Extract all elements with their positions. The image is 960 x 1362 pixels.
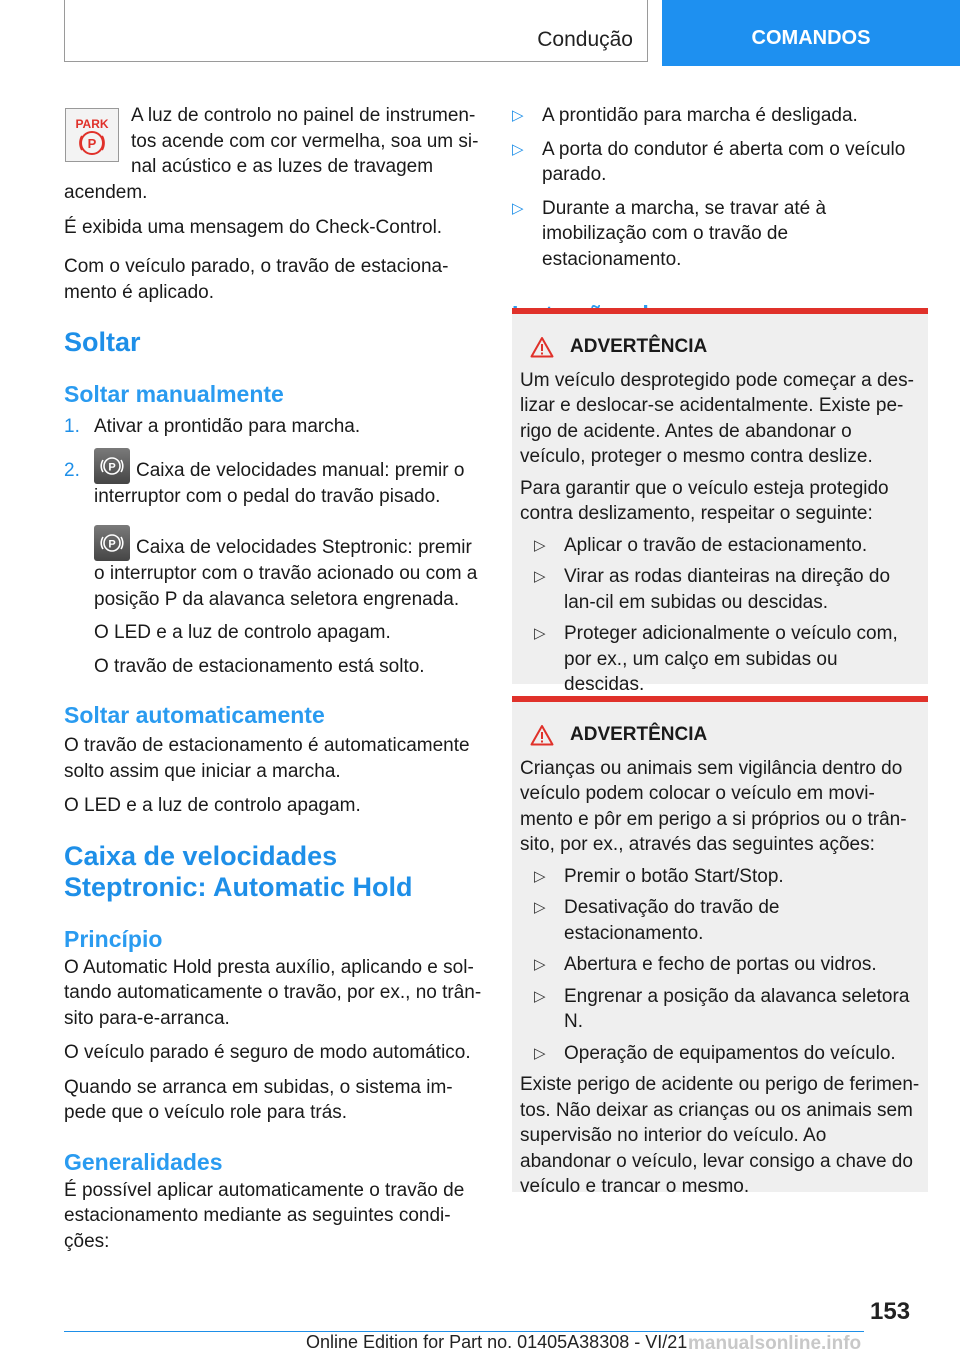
warning-1-item-text: Aplicar o travão de estacionamento. <box>564 534 868 556</box>
step-1 <box>64 414 482 440</box>
heading-steptronic-automatic-hold: Caixa de velocidades Steptronic: Automatic Hold <box>64 840 413 902</box>
svg-text:P: P <box>108 461 116 473</box>
watermark: manualsonline.info <box>688 1333 862 1354</box>
heading-principio: Princípio <box>64 925 163 952</box>
bullet-triangle-icon: ▷ <box>534 625 546 642</box>
bullet-triangle-icon: ▷ <box>534 568 546 585</box>
warning-2-item-text: Engrenar a posição da alavanca seletora N. <box>564 985 910 1032</box>
heading-soltar-manualmente: Soltar manualmente <box>64 381 284 407</box>
header-section-title: Condução <box>537 28 633 51</box>
step-2-brake-released: O travão de estacionamento está solto. <box>94 655 425 677</box>
svg-text:PARK: PARK <box>75 117 109 131</box>
warning-1-paragraph-1: Um veículo desprotegido pode começar a des-lizar e deslocar-se acidentalmente. Existe pe-rigo de acidente. Antes de abandonar o veículo, proteger o mesmo contra deslize. <box>520 369 914 467</box>
warning-2-item <box>534 1041 920 1067</box>
generalidades-paragraph: É possível aplicar automaticamente o travão de estacionamento mediante as seguintes condi-ções: <box>64 1179 465 1252</box>
svg-text:P: P <box>87 136 97 151</box>
intro-line-2: tos acende com cor vermelha, soa um si- <box>131 130 479 152</box>
heading-soltar-automaticamente: Soltar automaticamente <box>64 702 325 728</box>
bullet-triangle-icon: ▷ <box>534 987 546 1005</box>
step-2-text: Caixa de velocidades manual: premir o interruptor com o pedal do travão pisado. <box>94 459 465 507</box>
warning-title-text: ADVERTÊNCIA <box>570 724 708 745</box>
condition-item <box>512 196 928 273</box>
bullet-triangle-icon: ▷ <box>534 899 546 916</box>
warning-2-item-text: Desativação do travão de estacionamento. <box>564 897 780 944</box>
warning-2-item-text: Premir o botão Start/Stop. <box>564 865 784 887</box>
bullet-triangle-icon: ▷ <box>534 867 546 885</box>
step-1-number: 1. <box>64 416 80 437</box>
condition-item <box>512 103 928 129</box>
step-2 <box>64 458 482 510</box>
bullet-triangle-icon: ▷ <box>512 140 524 158</box>
intro-line-4: acendem. <box>64 182 148 203</box>
warning-1-item <box>534 621 920 698</box>
step-2-steptronic <box>64 535 482 612</box>
warning-2-item-text: Operação de equipamentos do veículo. <box>564 1042 896 1064</box>
principio-paragraph-2: O veículo parado é seguro de modo automático. <box>64 1042 471 1063</box>
warning-2-paragraph-2: Existe perigo de acidente ou perigo de ferimen-tos. Não deixar as crianças ou os animais sem supervisão no interior do veículo. Ao abandonar o veículo, levar consigo a chave do veículo e trancar o mesmo. <box>520 1074 920 1197</box>
warning-1-item-text: Virar as rodas dianteiras na direção do lan-cil em subidas ou descidas. <box>564 566 891 613</box>
step-1-text: Ativar a prontidão para marcha. <box>94 416 361 437</box>
condition-text: Durante a marcha, se travar até à imobilização com o travão de estacionamento. <box>542 197 827 270</box>
bullet-triangle-icon: ▷ <box>534 1044 546 1062</box>
warning-2-item <box>534 952 920 978</box>
condition-text: A porta do condutor é aberta com o veículo parado. <box>542 138 906 185</box>
warning-2-item-text: Abertura e fecho de portas ou vidros. <box>564 954 877 975</box>
warning-1-item <box>534 533 920 559</box>
bullet-triangle-icon: ▷ <box>512 199 524 217</box>
step-2-number: 2. <box>64 459 80 481</box>
parking-brake-switch-icon <box>94 448 130 484</box>
bullet-triangle-icon: ▷ <box>534 956 546 973</box>
warning-title-2 <box>520 722 920 748</box>
footer-edition-text: Online Edition for Part no. 01405A38308 - VI/21 <box>306 1332 688 1352</box>
warning-box-2 <box>512 696 928 1197</box>
bullet-triangle-icon: ▷ <box>534 536 546 554</box>
warning-2-paragraph-1: Crianças ou animais sem vigilância dentro do veículo podem colocar o veículo em movi-mento e pôr em perigo a si próprios ou o trân-sito, por ex., através das seguintes ações: <box>520 757 907 855</box>
intro-line-3: nal acústico e as luzes de travagem <box>131 156 434 177</box>
warning-1-item-text: Proteger adicionalmente o veículo com, por ex., um calço em subidas ou descidas. <box>564 623 898 695</box>
condition-text: A prontidão para marcha é desligada. <box>542 105 858 126</box>
warning-triangle-icon <box>530 724 554 746</box>
heading-soltar: Soltar <box>64 327 141 357</box>
condition-item <box>512 137 928 188</box>
step-2-steptronic-text: Caixa de velocidades Steptronic: premir o interruptor com o travão acionado ou com a posição P da alavanca seletora engrenada. <box>94 537 478 610</box>
bullet-triangle-icon: ▷ <box>512 107 524 124</box>
warning-2-item <box>534 864 920 890</box>
principio-paragraph-3: Quando se arranca em subidas, o sistema im-pede que o veículo role para trás. <box>64 1076 453 1123</box>
step-2-led-off: O LED e a luz de controlo apagam. <box>94 622 391 643</box>
warning-title-text: ADVERTÊNCIA <box>570 336 708 357</box>
heading-generalidades: Generalidades <box>64 1148 223 1175</box>
svg-text:P: P <box>108 538 116 551</box>
intro-paragraph-3: Com o veículo parado, o travão de estaciona-mento é aplicado. <box>64 256 449 303</box>
park-brake-warning-icon <box>65 108 119 162</box>
intro-line-1: A luz de controlo no painel de instrumen- <box>131 105 476 126</box>
warning-1-item <box>534 564 920 615</box>
principio-paragraph-1: O Automatic Hold presta auxílio, aplicando e sol-tando automaticamente o travão, por ex., no trân-sito para-e-arranca. <box>64 956 482 1029</box>
warning-2-item <box>534 895 920 946</box>
page-number: 153 <box>870 1298 911 1325</box>
warning-1-paragraph-2: Para garantir que o veículo esteja protegido contra deslizamento, respeitar o seguinte: <box>520 477 889 524</box>
auto-paragraph-1: O travão de estacionamento é automaticamente solto assim que iniciar a marcha. <box>64 735 470 782</box>
parking-brake-switch-icon <box>94 525 130 561</box>
intro-paragraph-2: É exibida uma mensagem do Check-Control. <box>64 216 443 238</box>
warning-box-1 <box>512 308 928 695</box>
auto-paragraph-2: O LED e a luz de controlo apagam. <box>64 795 361 816</box>
warning-2-item <box>534 984 920 1035</box>
header-section-box <box>64 0 648 62</box>
header-chapter-tab[interactable]: COMANDOS <box>662 0 960 66</box>
warning-title-1 <box>520 334 920 360</box>
warning-triangle-icon <box>530 336 554 358</box>
